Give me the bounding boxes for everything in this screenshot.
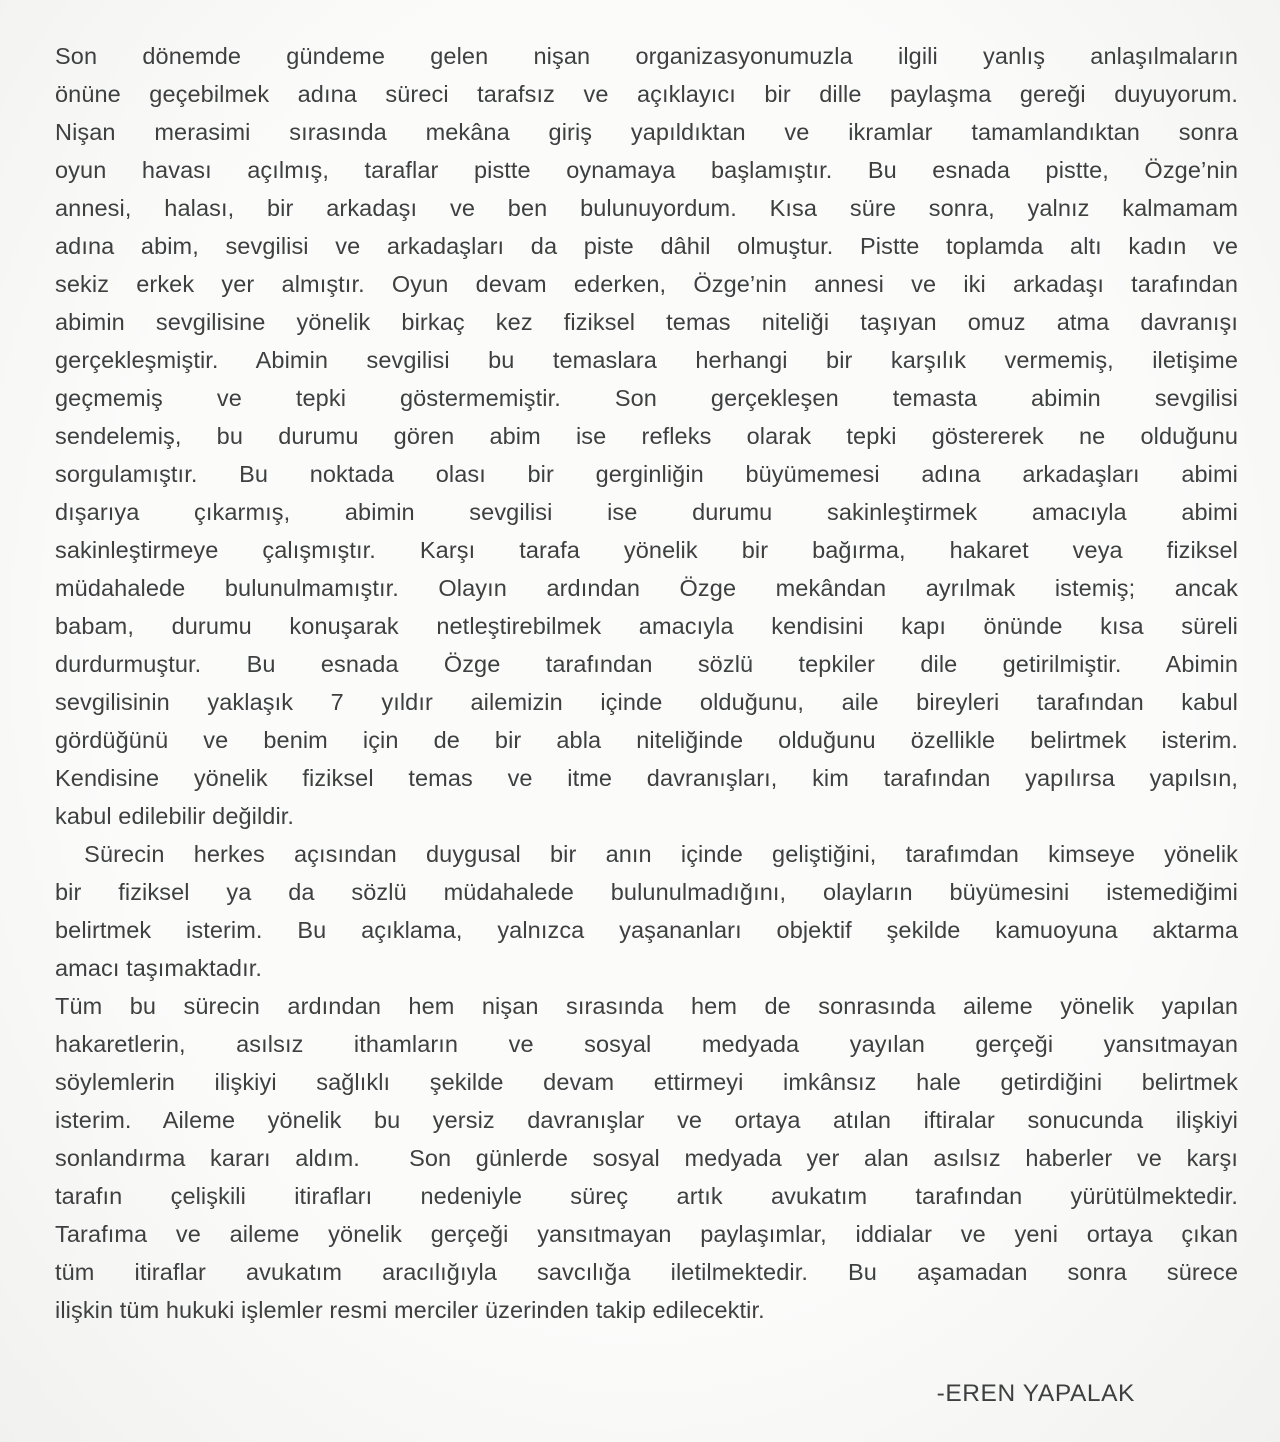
text-line: amacı taşımaktadır.: [55, 955, 262, 981]
text-line: Kendisine yönelik fiziksel temas ve itme davranışları, kim tarafından yapılırsa yapılsın,: [55, 765, 1238, 791]
text-line: Sürecin herkes açısından duygusal bir anın içinde geliştiğini, tarafımdan kimseye yönelik: [55, 841, 1238, 867]
text-line: abimin sevgilisine yönelik birkaç kez fiziksel temas niteliği taşıyan omuz atma davranışı: [55, 309, 1238, 335]
text-line: ilişkin tüm hukuki işlemler resmi merciler üzerinden takip edilecektir.: [55, 1297, 765, 1323]
text-line: gördüğünü ve benim için de bir abla niteliğinde olduğunu özellikle belirtmek isterim.: [55, 727, 1238, 753]
text-line: tarafın çelişkili itirafları nedeniyle süreç artık avukatım tarafından yürütülmektedir.: [55, 1183, 1238, 1209]
text-line: müdahalede bulunulmamıştır. Olayın ardından Özge mekândan ayrılmak istemiş; ancak: [55, 575, 1238, 601]
text-line: sevgilisinin yaklaşık 7 yıldır ailemizin içinde olduğunu, aile bireyleri tarafından kabul: [55, 689, 1238, 715]
statement-body: [55, 37, 1238, 1329]
text-line: bir fiziksel ya da sözlü müdahalede bulunulmadığını, olayların büyümesini istemediğimi: [55, 879, 1238, 905]
text-line: oyun havası açılmış, taraflar pistte oynamaya başlamıştır. Bu esnada pistte, Özge’nin: [55, 157, 1238, 183]
text-line: Son dönemde gündeme gelen nişan organizasyonumuzla ilgili yanlış anlaşılmaların: [55, 43, 1238, 69]
text-line: Tüm bu sürecin ardından hem nişan sırasında hem de sonrasında aileme yönelik yapılan: [55, 993, 1238, 1019]
text-line: sendelemiş, bu durumu gören abim ise refleks olarak tepki göstererek ne olduğunu: [55, 423, 1238, 449]
text-line: belirtmek isterim. Bu açıklama, yalnızca yaşananları objektif şekilde kamuoyuna aktarma: [55, 917, 1238, 943]
text-line: babam, durumu konuşarak netleştirebilmek amacıyla kendisini kapı önünde kısa süreli: [55, 613, 1238, 639]
text-line: söylemlerin ilişkiyi sağlıklı şekilde devam ettirmeyi imkânsız hale getirdiğini belirtmek: [55, 1069, 1238, 1095]
text-line: isterim. Aileme yönelik bu yersiz davranışlar ve ortaya atılan iftiralar sonucunda ilişkiyi: [55, 1107, 1238, 1133]
text-line: önüne geçebilmek adına süreci tarafsız ve açıklayıcı bir dille paylaşma gereği duyuyorum.: [55, 81, 1238, 107]
text-line: sekiz erkek yer almıştır. Oyun devam ederken, Özge’nin annesi ve iki arkadaşı tarafından: [55, 271, 1238, 297]
text-line: sakinleştirmeye çalışmıştır. Karşı tarafa yönelik bir bağırma, hakaret veya fiziksel: [55, 537, 1238, 563]
text-line: hakaretlerin, asılsız ithamların ve sosyal medyada yayılan gerçeği yansıtmayan: [55, 1031, 1238, 1057]
paragraph: [55, 37, 1238, 835]
paragraph: [55, 835, 1238, 987]
text-line: sonlandırma kararı aldım. Son günlerde sosyal medyada yer alan asılsız haberler ve karşı: [55, 1145, 1238, 1171]
text-line: kabul edilebilir değildir.: [55, 803, 295, 829]
paragraph: [55, 987, 1238, 1329]
text-line: dışarıya çıkarmış, abimin sevgilisi ise durumu sakinleştirmek amacıyla abimi: [55, 499, 1238, 525]
text-line: Tarafıma ve aileme yönelik gerçeği yansıtmayan paylaşımlar, iddialar ve yeni ortaya çıkan: [55, 1221, 1238, 1247]
text-line: annesi, halası, bir arkadaşı ve ben bulunuyordum. Kısa süre sonra, yalnız kalmamam: [55, 195, 1238, 221]
signature: -EREN YAPALAK: [936, 1380, 1135, 1407]
text-line: sorgulamıştır. Bu noktada olası bir gerginliğin büyümemesi adına arkadaşları abimi: [55, 461, 1238, 487]
text-line: Nişan merasimi sırasında mekâna giriş yapıldıktan ve ikramlar tamamlandıktan sonra: [55, 119, 1238, 145]
text-line: adına abim, sevgilisi ve arkadaşları da piste dâhil olmuştur. Pistte toplamda altı kadın ve: [55, 233, 1238, 259]
text-line: geçmemiş ve tepki göstermemiştir. Son gerçekleşen temasta abimin sevgilisi: [55, 385, 1238, 411]
text-line: gerçekleşmiştir. Abimin sevgilisi bu temaslara herhangi bir karşılık vermemiş, iletişime: [55, 347, 1238, 373]
text-line: tüm itiraflar avukatım aracılığıyla savcılığa iletilmektedir. Bu aşamadan sonra sürece: [55, 1259, 1238, 1285]
text-line: durdurmuştur. Bu esnada Özge tarafından sözlü tepkiler dile getirilmiştir. Abimin: [55, 651, 1238, 677]
